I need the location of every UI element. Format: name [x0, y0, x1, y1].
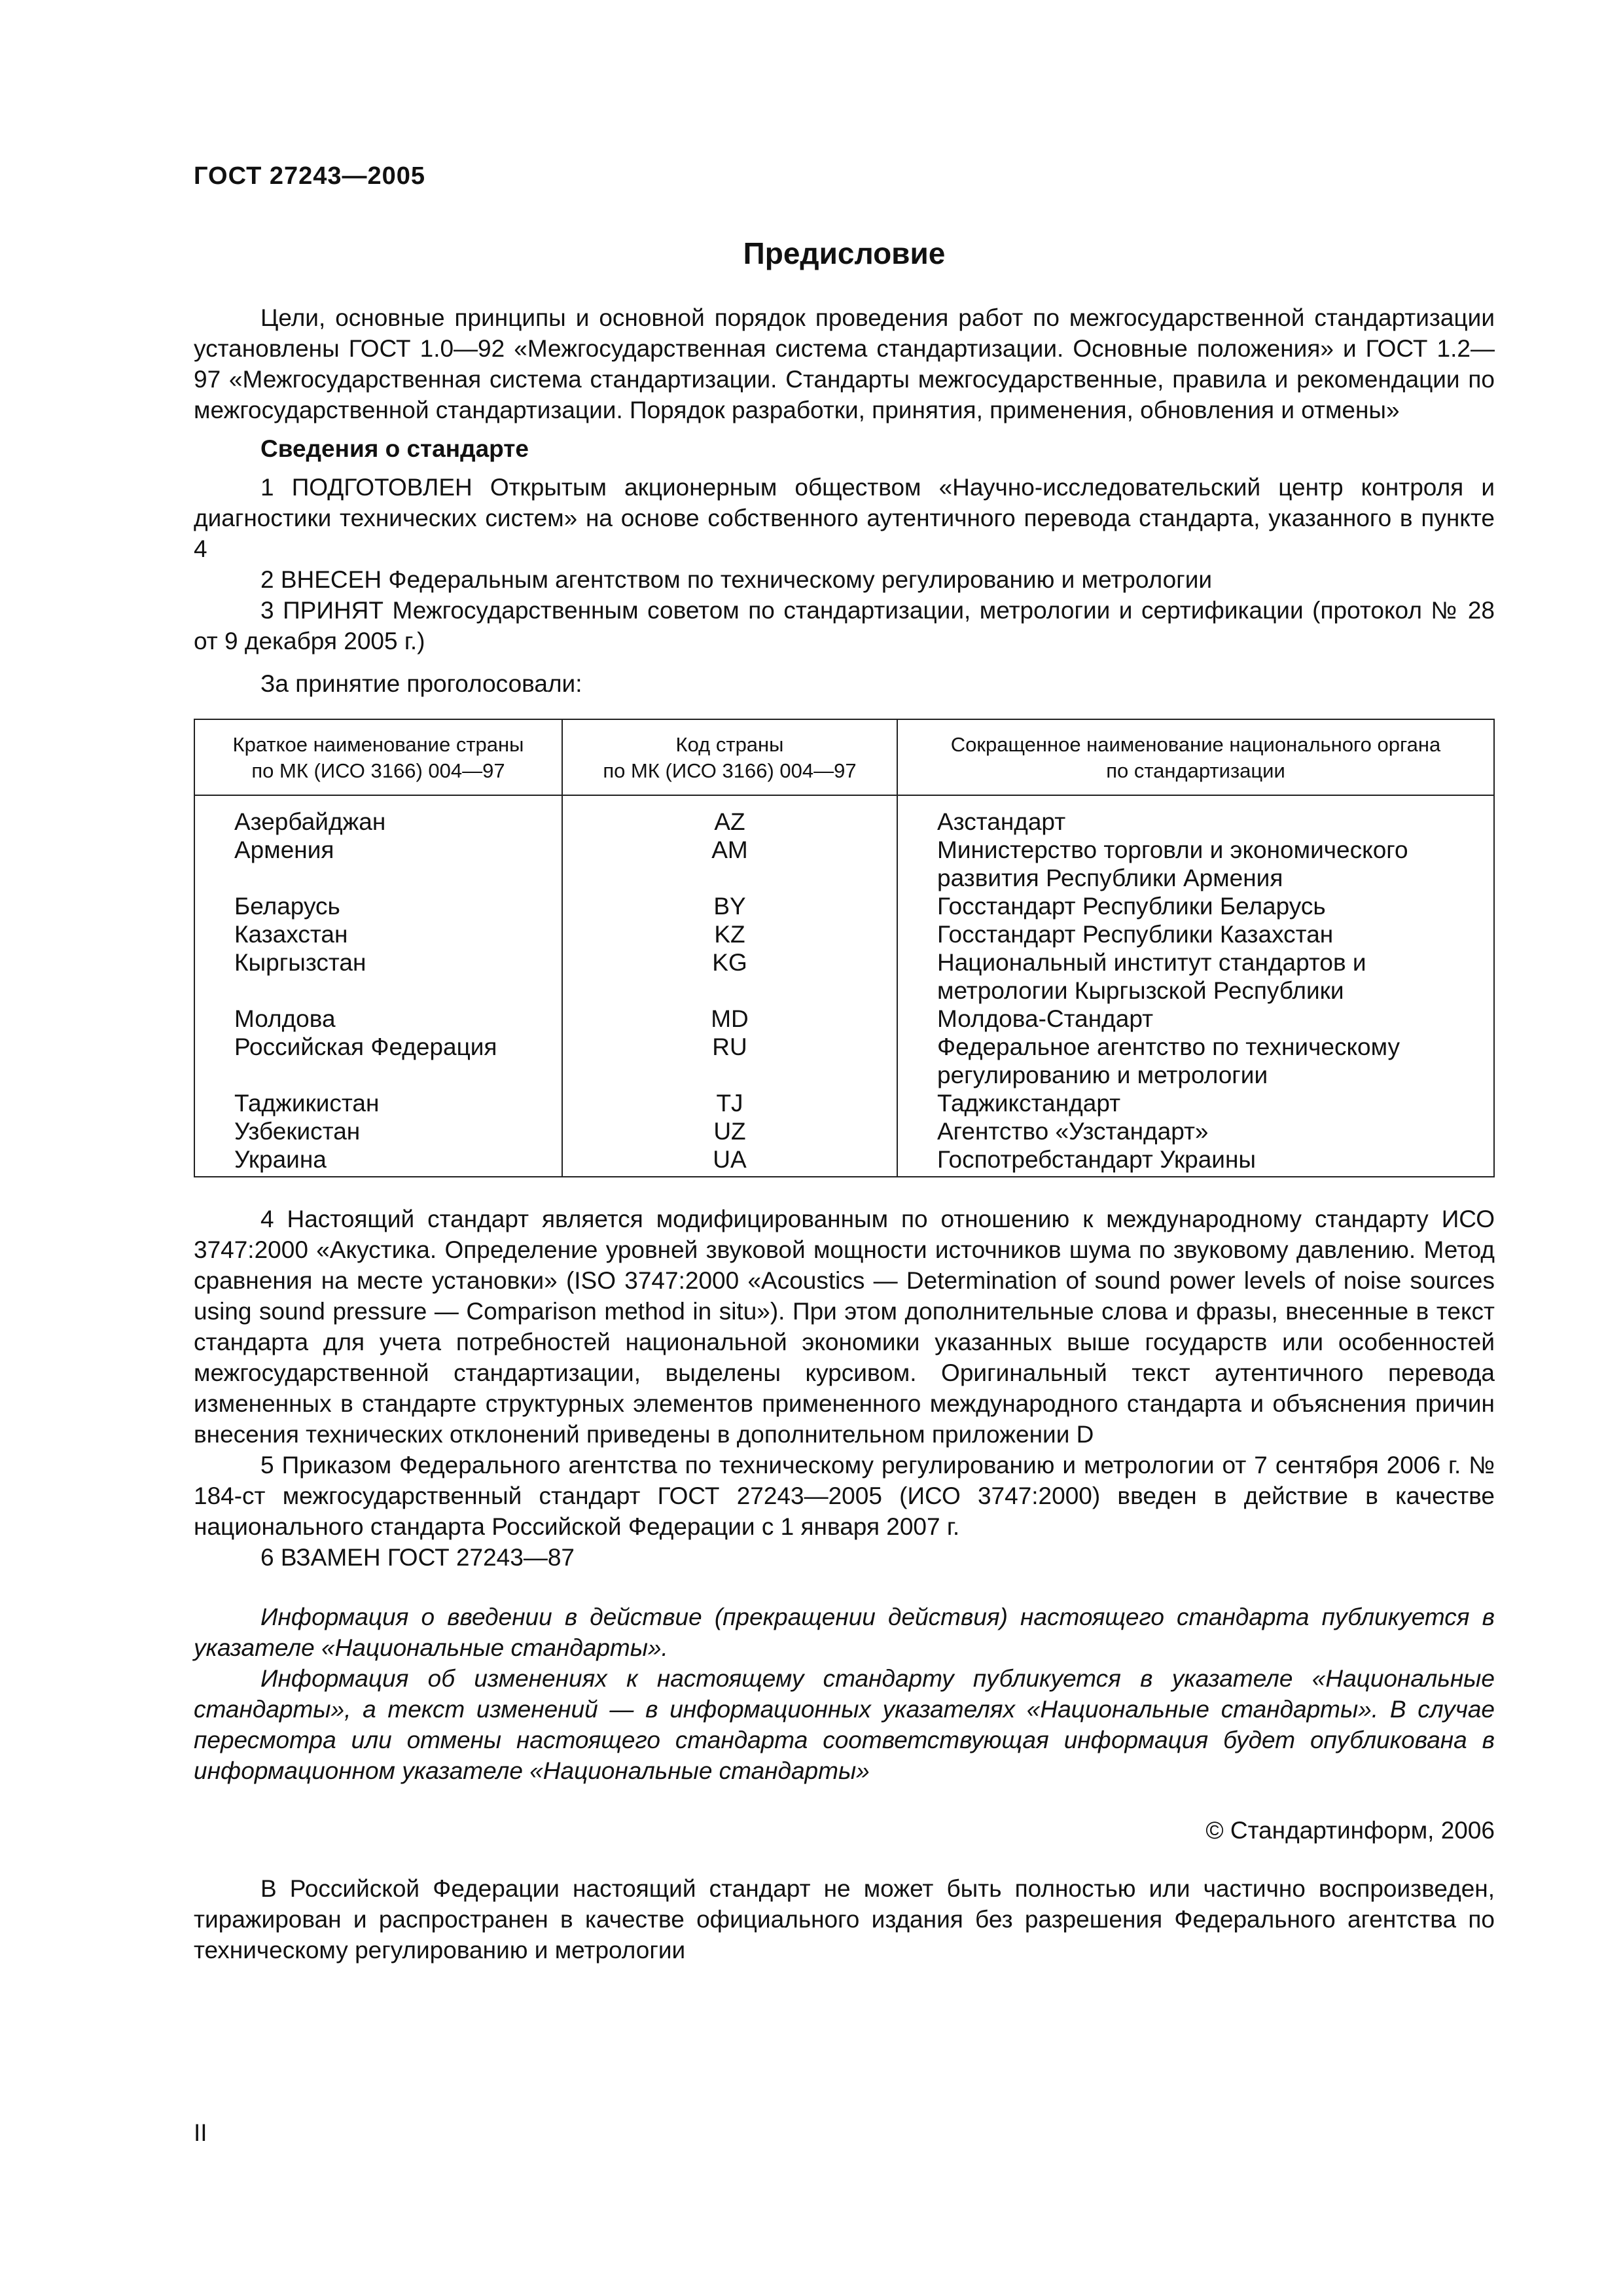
code-cell: KZ: [562, 920, 897, 948]
table-row: [194, 920, 1494, 948]
table-header-row: [194, 719, 1494, 795]
page-number: II: [194, 2119, 207, 2146]
header-org-line1: Сокращенное наименование национального органа: [950, 733, 1441, 756]
table-row: [194, 948, 1494, 1005]
code-cell: UZ: [562, 1117, 897, 1145]
country-cell: Армения: [194, 836, 562, 892]
table-row: [194, 1033, 1494, 1089]
country-cell: Украина: [194, 1145, 562, 1177]
item-4: 4 Настоящий стандарт является модифицированным по отношению к международному стандарту ИСО 3747:2000 «Акустика. Определение уровней звуковой мощности источников шума по звуковому давлению. Метод сравнения на месте установки» (ISO 3747:2000 «Acoustics — Determination of sound power levels of noise sources using sound pressure — Comparison method in situ»). При этом дополнительные слова и фразы, внесенные в текст стандарта для учета потребностей национальной экономики указанных выше государств или особенностей межгосударственной стандартизации, выделены курсивом. Оригинальный текст аутентичного перевода измененных в стандарте структурных элементов примененного международного стандарта и объяснения причин внесения технических отклонений приведены в дополнительном приложении D: [194, 1206, 1495, 1448]
country-cell: Молдова: [194, 1005, 562, 1033]
org-cell: Молдова-Стандарт: [897, 1005, 1494, 1033]
org-cell: Министерство торговли и экономического развития Республики Армения: [897, 836, 1494, 892]
table-row: [194, 1089, 1494, 1117]
org-cell: Госпотребстандарт Украины: [897, 1145, 1494, 1177]
header-org-line2: по стандартизации: [1106, 759, 1285, 782]
code-cell: MD: [562, 1005, 897, 1033]
org-cell: Федеральное агентство по техническому регулированию и метрологии: [897, 1033, 1494, 1089]
section-subheading: Сведения о стандарте: [260, 435, 529, 462]
header-country: [194, 719, 562, 795]
table-row: [194, 836, 1494, 892]
copyright-notice: © Стандартинформ, 2006: [1205, 1817, 1495, 1844]
info-block: [194, 1602, 1495, 1786]
item-6: 6 ВЗАМЕН ГОСТ 27243—87: [260, 1544, 575, 1571]
table-row: [194, 892, 1494, 920]
country-cell: Беларусь: [194, 892, 562, 920]
item-1: 1 ПОДГОТОВЛЕН Открытым акционерным обществом «Научно-исследовательский центр контроля и диагностики технических систем» на основе собственного аутентичного перевода стандарта, указанного в пункте 4: [194, 474, 1495, 562]
code-cell: KG: [562, 948, 897, 1005]
page-title: Предисловие: [743, 236, 946, 270]
header-code: [562, 719, 897, 795]
document-code: ГОСТ 27243—2005: [194, 162, 426, 190]
country-cell: Кыргызстан: [194, 948, 562, 1005]
table-row: [194, 795, 1494, 836]
org-cell: Агентство «Узстандарт»: [897, 1117, 1494, 1145]
intro-paragraph: Цели, основные принципы и основной порядок проведения работ по межгосударственной стандартизации установлены ГОСТ 1.0—92 «Межгосударственная система стандартизации. Основные положения» и ГОСТ 1.2—97 «Межгосударственная система стандартизации. Стандарты межгосударственные, правила и рекомендации по межгосударственной стандартизации. Порядок разработки, принятия, применения, обновления и отмены»: [194, 304, 1495, 423]
org-cell: Азстандарт: [897, 795, 1494, 836]
info-paragraph-2: Информация об изменениях к настоящему стандарту публикуется в указателе «Национальные стандарты», а текст изменений — в информационных указателях «Национальные стандарты». В случае пересмотра или отмены настоящего стандарта соответствующая информация будет опубликована в информационном указателе «Национальные стандарты»: [194, 1665, 1495, 1784]
org-cell: Национальный институт стандартов и метрологии Кыргызской Республики: [897, 948, 1494, 1005]
item-3: 3 ПРИНЯТ Межгосударственным советом по стандартизации, метрологии и сертификации (протокол № 28 от 9 декабря 2005 г.): [194, 597, 1495, 655]
item-2: 2 ВНЕСЕН Федеральным агентством по техническому регулированию и метрологии: [260, 566, 1213, 593]
voting-table: [194, 719, 1495, 1177]
info-paragraph-1: Информация о введении в действие (прекращении действия) настоящего стандарта публикуется в указателе «Национальные стандарты».: [194, 1604, 1495, 1661]
code-cell: RU: [562, 1033, 897, 1089]
country-cell: Казахстан: [194, 920, 562, 948]
org-cell: Госстандарт Республики Казахстан: [897, 920, 1494, 948]
country-cell: Азербайджан: [194, 795, 562, 836]
country-cell: Узбекистан: [194, 1117, 562, 1145]
header-org: [897, 719, 1494, 795]
code-cell: TJ: [562, 1089, 897, 1117]
item-5: 5 Приказом Федерального агентства по техническому регулированию и метрологии от 7 сентября 2006 г. № 184-ст межгосударственный стандарт ГОСТ 27243—2005 (ИСО 3747:2000) введен в действие в качестве национального стандарта Российской Федерации с 1 января 2007 г.: [194, 1452, 1495, 1540]
reproduction-notice: В Российской Федерации настоящий стандарт не может быть полностью или частично воспроизведен, тиражирован и распространен в качестве официального издания без разрешения Федерального агентства по техническому регулированию и метрологии: [194, 1875, 1495, 1964]
code-cell: AM: [562, 836, 897, 892]
table-row: [194, 1117, 1494, 1145]
items-continued: [194, 1204, 1495, 1573]
org-cell: Таджикстандарт: [897, 1089, 1494, 1117]
org-cell: Госстандарт Республики Беларусь: [897, 892, 1494, 920]
country-cell: Российская Федерация: [194, 1033, 562, 1089]
header-code-line1: Код страны: [675, 733, 784, 756]
code-cell: UA: [562, 1145, 897, 1177]
header-country-line1: Краткое наименование страны: [232, 733, 524, 756]
country-cell: Таджикистан: [194, 1089, 562, 1117]
header-code-line2: по МК (ИСО 3166) 004—97: [603, 759, 857, 782]
code-cell: AZ: [562, 795, 897, 836]
code-cell: BY: [562, 892, 897, 920]
table-row: [194, 1145, 1494, 1177]
vote-intro: За принятие проголосовали:: [260, 670, 582, 697]
main-content: [194, 302, 1495, 1965]
header-country-line2: по МК (ИСО 3166) 004—97: [251, 759, 505, 782]
table-row: [194, 1005, 1494, 1033]
